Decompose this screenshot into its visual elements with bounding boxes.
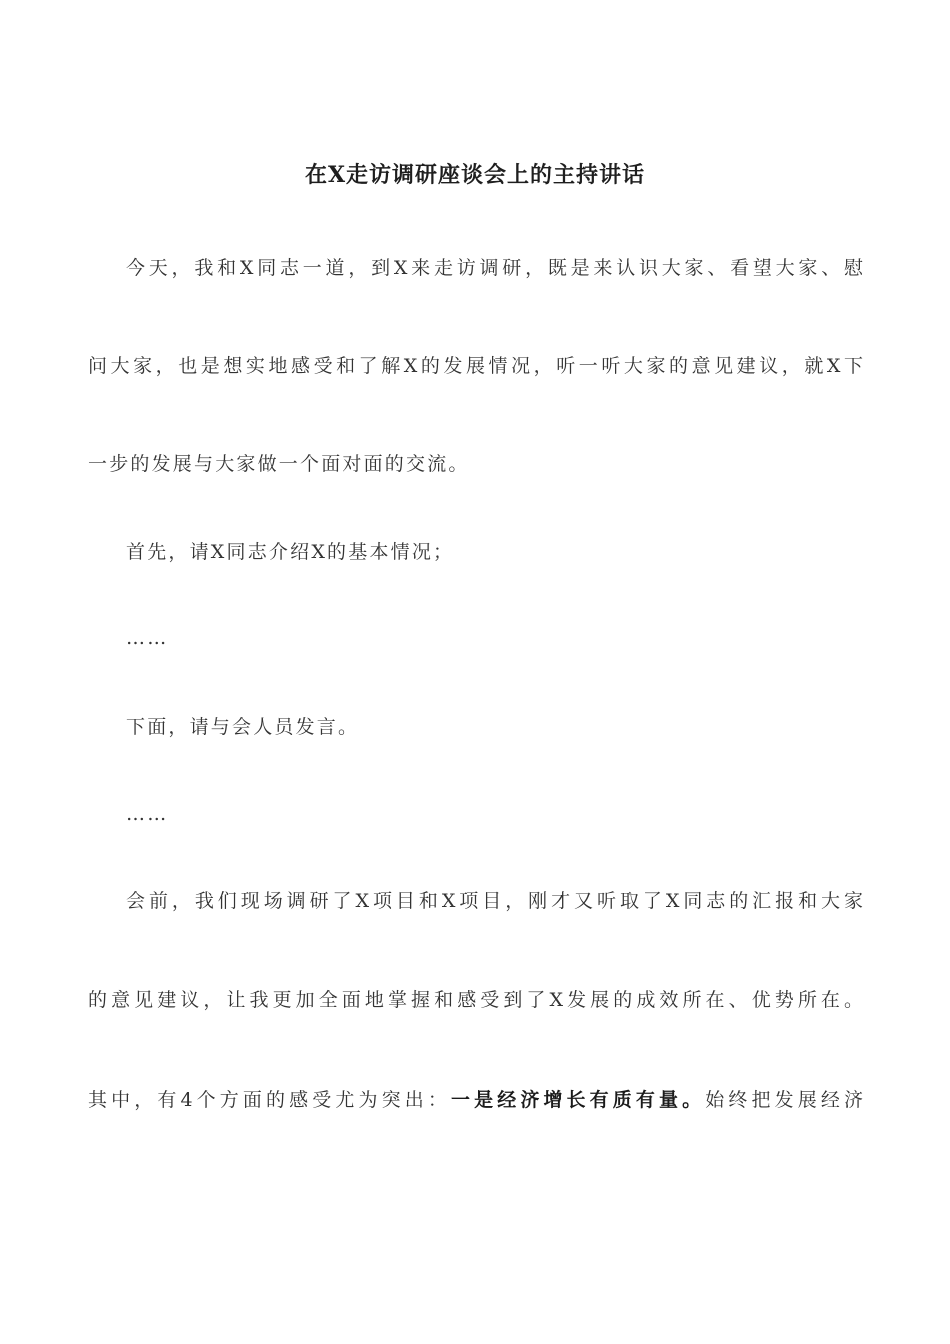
- paragraph-line: 下面，请与会人员发言。: [126, 716, 360, 738]
- ellipsis-line: ……: [126, 627, 169, 649]
- text-normal: 始终把发展经济: [705, 1089, 863, 1111]
- paragraph-line: 的意见建议，让我更加全面地掌握和感受到了X发展的成效所在、优势所在。: [88, 989, 863, 1011]
- ellipsis-line: ……: [126, 803, 169, 825]
- paragraph-line-mixed: [88, 1086, 863, 1114]
- text-normal: 其中，有4个方面的感受尤为突出：: [88, 1089, 451, 1111]
- paragraph-line: 首先，请X同志介绍X的基本情况；: [126, 541, 455, 563]
- paragraph-line: 会前，我们现场调研了X项目和X项目，刚才又听取了X同志的汇报和大家: [126, 890, 863, 912]
- text-bold-highlight: 一是经济增长有质有量。: [450, 1089, 706, 1111]
- document-title: 在X走访调研座谈会上的主持讲话: [304, 162, 646, 188]
- paragraph-line: 问大家，也是想实地感受和了解X的发展情况，听一听大家的意见建议，就X下: [88, 355, 863, 377]
- paragraph-line: 一步的发展与大家做一个面对面的交流。: [88, 453, 470, 475]
- paragraph-line: 今天，我和X同志一道，到X来走访调研，既是来认识大家、看望大家、慰: [126, 257, 863, 279]
